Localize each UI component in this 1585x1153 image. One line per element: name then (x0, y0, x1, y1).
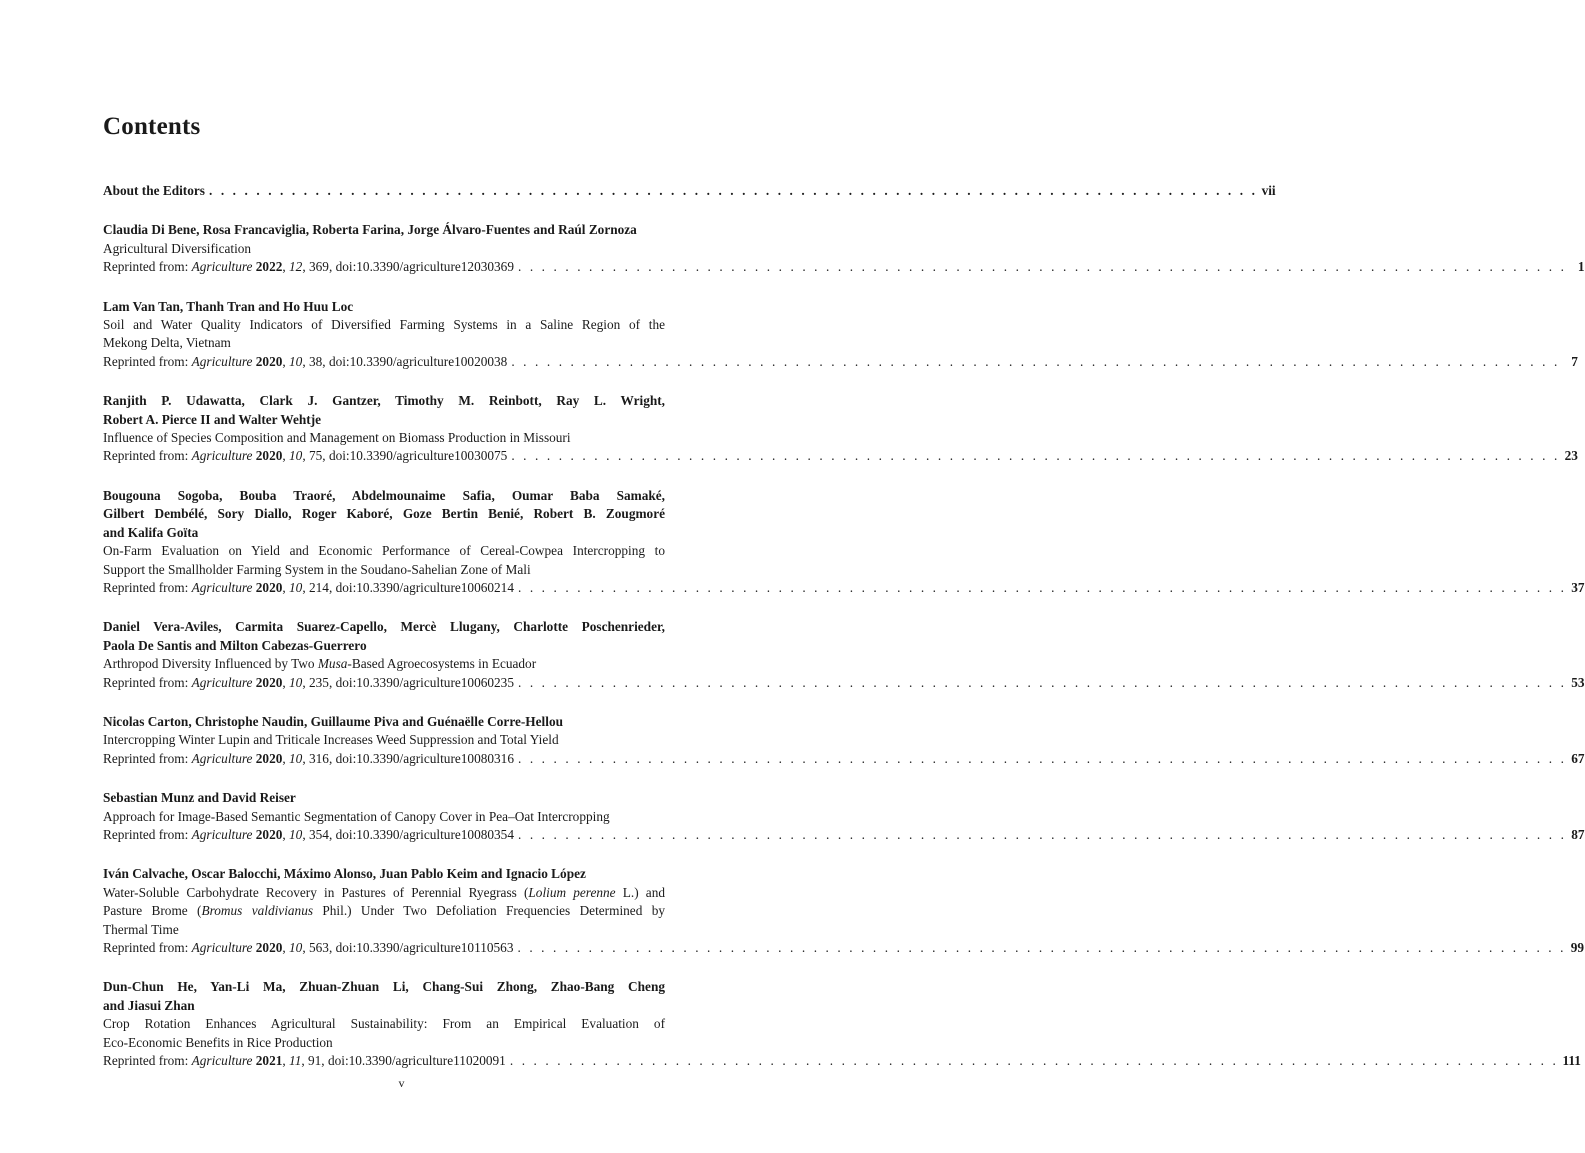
reprint-citation: Reprinted from: Agriculture 2020, 10, 316, doi:10.3390/agriculture10080316 (103, 750, 514, 766)
entry-reprint-line (103, 1052, 1581, 1070)
dot-leader (209, 182, 1258, 200)
page-number: 37 (1571, 579, 1585, 595)
entry-reprint-line (103, 353, 1578, 371)
reprint-citation: Reprinted from: Agriculture 2020, 10, 354, doi:10.3390/agriculture10080354 (103, 826, 514, 842)
dot-leader (518, 826, 1567, 844)
article-number: 38 (308, 353, 323, 369)
reprint-prefix: Reprinted from: (103, 448, 189, 464)
toc-entry[interactable] (103, 487, 1585, 597)
title-fragment: L.) and (615, 884, 665, 900)
page-number: 53 (1571, 674, 1585, 690)
pub-volume: 10 (289, 353, 303, 369)
reprint-prefix: Reprinted from: (103, 353, 189, 369)
pub-volume: 10 (289, 674, 303, 690)
pub-volume: 10 (289, 826, 303, 842)
toc-entry[interactable] (103, 978, 1581, 1070)
reprint-prefix: Reprinted from: (103, 940, 189, 955)
entry-authors: Iván Calvache, Oscar Balocchi, Máximo Alonso, Juan Pablo Keim and Ignacio López (103, 866, 586, 882)
pub-year: 2022 (255, 259, 283, 275)
entry-authors: Bougouna Sogoba, Bouba Traoré, Abdelmounaime Safia, Oumar Baba Samaké, (103, 487, 665, 503)
title-fragment: Arthropod Diversity Influenced by Two (103, 656, 318, 672)
article-number: 235 (308, 674, 329, 690)
page-number: 1 (1577, 259, 1585, 275)
toc-entry[interactable] (103, 865, 1585, 957)
journal-name: Agriculture (191, 750, 253, 766)
title-fragment: Musa (317, 656, 348, 672)
page-number: vii (1261, 183, 1276, 198)
journal-name: Agriculture (191, 259, 253, 275)
entry-authors: Robert A. Pierce II and Walter Wehtje (103, 411, 322, 427)
doi-link: doi:10.3390/agriculture10080354 (335, 826, 514, 842)
page-number: 87 (1571, 826, 1585, 842)
entry-title: Approach for Image-Based Semantic Segmentation of Canopy Cover in Pea–Oat Intercropping (103, 808, 610, 824)
entry-authors: Sebastian Munz and David Reiser (103, 790, 296, 806)
pub-volume: 10 (289, 940, 303, 955)
pub-year: 2020 (255, 353, 283, 369)
doi-link: doi:10.3390/agriculture10110563 (335, 940, 514, 955)
dot-leader (517, 939, 1566, 957)
entry-title: Agricultural Diversification (103, 240, 252, 256)
dot-leader (518, 750, 1567, 768)
reprint-citation: Reprinted from: Agriculture 2020, 10, 235, doi:10.3390/agriculture10060235 (103, 674, 514, 690)
reprint-prefix: Reprinted from: (103, 579, 189, 595)
entry-authors: Lam Van Tan, Thanh Tran and Ho Huu Loc (103, 298, 354, 314)
journal-name: Agriculture (191, 579, 253, 595)
toc-entry[interactable] (103, 298, 1578, 372)
pub-year: 2020 (255, 750, 283, 766)
title-fragment: Thermal Time (103, 921, 179, 937)
pub-volume: 10 (289, 579, 303, 595)
title-fragment: Lolium perenne (528, 884, 616, 900)
reprint-citation: Reprinted from: Agriculture 2020, 10, 38, doi:10.3390/agriculture10020038 (103, 353, 508, 369)
title-fragment: -Based Agroecosystems in Ecuador (347, 656, 537, 672)
pub-year: 2020 (255, 448, 283, 464)
dot-leader (518, 674, 1567, 692)
doi-link: doi:10.3390/agriculture12030369 (335, 259, 514, 275)
journal-name: Agriculture (191, 353, 253, 369)
pub-year: 2020 (255, 674, 283, 690)
entry-title (103, 902, 665, 920)
doi-link: doi:10.3390/agriculture10060235 (335, 674, 514, 690)
entry-authors: Dun-Chun He, Yan-Li Ma, Zhuan-Zhuan Li, Chang-Sui Zhong, Zhao-Bang Cheng (103, 979, 665, 995)
entry-title: Soil and Water Quality Indicators of Diversified Farming Systems in a Saline Region of the (103, 317, 665, 333)
title-fragment: Pasture Brome ( (103, 903, 202, 919)
entry-title: On-Farm Evaluation on Yield and Economic Performance of Cereal-Cowpea Intercropping to (103, 543, 665, 559)
entry-authors: Paola De Santis and Milton Cabezas-Guerrero (103, 637, 367, 653)
entry-reprint-line (103, 258, 1585, 276)
reprint-citation: Reprinted from: Agriculture 2020, 10, 563, doi:10.3390/agriculture10110563 (103, 940, 514, 955)
entry-reprint-line (103, 447, 1578, 465)
entry-authors: and Jiasui Zhan (103, 997, 195, 1013)
entry-title (103, 921, 665, 939)
pub-year: 2020 (255, 579, 283, 595)
page-footer-number: v (398, 1076, 405, 1090)
title-fragment: Water-Soluble Carbohydrate Recovery in Pastures of Perennial Ryegrass ( (103, 884, 529, 900)
doi-link: doi:10.3390/agriculture10020038 (328, 353, 508, 369)
journal-name: Agriculture (191, 448, 253, 464)
title-fragment: Bromus valdivianus (201, 903, 314, 919)
pub-volume: 10 (289, 448, 303, 464)
article-number: 316 (308, 750, 329, 766)
reprint-citation: Reprinted from: Agriculture 2020, 10, 214, doi:10.3390/agriculture10060214 (103, 579, 514, 595)
doi-link: doi:10.3390/agriculture10030075 (328, 448, 508, 464)
journal-name: Agriculture (191, 940, 253, 955)
article-number: 369 (308, 259, 329, 275)
dot-leader (511, 447, 1560, 465)
pub-volume: 10 (289, 750, 303, 766)
journal-name: Agriculture (191, 826, 253, 842)
page-number: 67 (1571, 750, 1585, 766)
entry-title: Mekong Delta, Vietnam (103, 335, 231, 351)
article-number: 214 (308, 579, 329, 595)
reprint-prefix: Reprinted from: (103, 750, 189, 766)
entry-authors: Nicolas Carton, Christophe Naudin, Guillaume Piva and Guénaëlle Corre-Hellou (103, 713, 563, 729)
entry-title: Influence of Species Composition and Management on Biomass Production in Missouri (103, 430, 571, 446)
table-of-contents (103, 182, 1585, 1070)
page-number: 99 (1570, 940, 1585, 955)
entry-authors: Gilbert Dembélé, Sory Diallo, Roger Kaboré, Goze Bertin Benié, Robert B. Zougmoré (103, 506, 665, 522)
entry-title: Crop Rotation Enhances Agricultural Sustainability: From an Empirical Evaluation of (103, 1016, 665, 1032)
article-number: 354 (308, 826, 329, 842)
title-fragment: Phil.) Under Two Defoliation Frequencies Determined by (313, 903, 665, 919)
reprint-prefix: Reprinted from: (103, 1053, 189, 1069)
toc-entry[interactable] (103, 618, 1585, 692)
entry-reprint-line (103, 750, 1585, 768)
journal-name: Agriculture (191, 1053, 253, 1069)
reprint-prefix: Reprinted from: (103, 674, 189, 690)
article-number: 563 (308, 940, 329, 955)
pub-volume: 12 (289, 259, 303, 275)
toc-entry[interactable] (103, 392, 1578, 466)
entry-reprint-line (103, 579, 1585, 597)
pub-year: 2020 (255, 826, 283, 842)
doi-link: doi:10.3390/agriculture11020091 (327, 1053, 506, 1069)
toc-entry[interactable] (103, 713, 1585, 768)
dot-leader (511, 353, 1560, 371)
page-number: 7 (1571, 353, 1578, 369)
toc-entry[interactable] (103, 789, 1585, 844)
doi-link: doi:10.3390/agriculture10080316 (335, 750, 514, 766)
reprint-prefix: Reprinted from: (103, 259, 189, 275)
journal-name: Agriculture (191, 674, 253, 690)
entry-title: Support the Smallholder Farming System in the Soudano-Sahelian Zone of Mali (103, 561, 531, 577)
page-number: 111 (1562, 1053, 1581, 1069)
toc-entry[interactable] (103, 221, 1585, 276)
entry-reprint-line (103, 826, 1585, 844)
pub-year: 2020 (255, 940, 283, 955)
article-number: 91 (308, 1053, 322, 1069)
doi-link: doi:10.3390/agriculture10060214 (335, 579, 514, 595)
entry-reprint-line (103, 674, 1585, 692)
entry-title (103, 655, 665, 673)
page-title: Contents (103, 113, 201, 140)
article-number: 75 (308, 448, 323, 464)
entry-title (103, 884, 665, 902)
entry-authors: and Kalifa Goïta (103, 524, 199, 540)
dot-leader (510, 1052, 1559, 1070)
reprint-citation: Reprinted from: Agriculture 2022, 12, 369, doi:10.3390/agriculture12030369 (103, 259, 514, 275)
page-number: 23 (1564, 448, 1578, 464)
entry-authors: Claudia Di Bene, Rosa Francaviglia, Roberta Farina, Jorge Álvaro-Fuentes and Raúl Zornoza (103, 222, 637, 238)
pub-volume: 11 (289, 1053, 302, 1069)
entry-authors: Daniel Vera-Aviles, Carmita Suarez-Capello, Mercè Llugany, Charlotte Poschenrieder, (103, 619, 665, 635)
reprint-prefix: Reprinted from: (103, 826, 189, 842)
pub-year: 2021 (255, 1053, 283, 1069)
toc-about-editors[interactable] (103, 182, 1276, 200)
entry-authors: Ranjith P. Udawatta, Clark J. Gantzer, Timothy M. Reinbott, Ray L. Wright, (103, 393, 665, 409)
dot-leader (518, 579, 1567, 597)
reprint-citation: Reprinted from: Agriculture 2021, 11, 91, doi:10.3390/agriculture11020091 (103, 1053, 506, 1069)
entry-reprint-line (103, 939, 1585, 957)
reprint-citation: Reprinted from: Agriculture 2020, 10, 75, doi:10.3390/agriculture10030075 (103, 448, 508, 464)
entry-title: Eco-Economic Benefits in Rice Production (103, 1034, 333, 1050)
entry-title: Intercropping Winter Lupin and Triticale Increases Weed Suppression and Total Yield (103, 732, 559, 748)
about-label: About the Editors (103, 183, 205, 198)
dot-leader (518, 258, 1567, 276)
